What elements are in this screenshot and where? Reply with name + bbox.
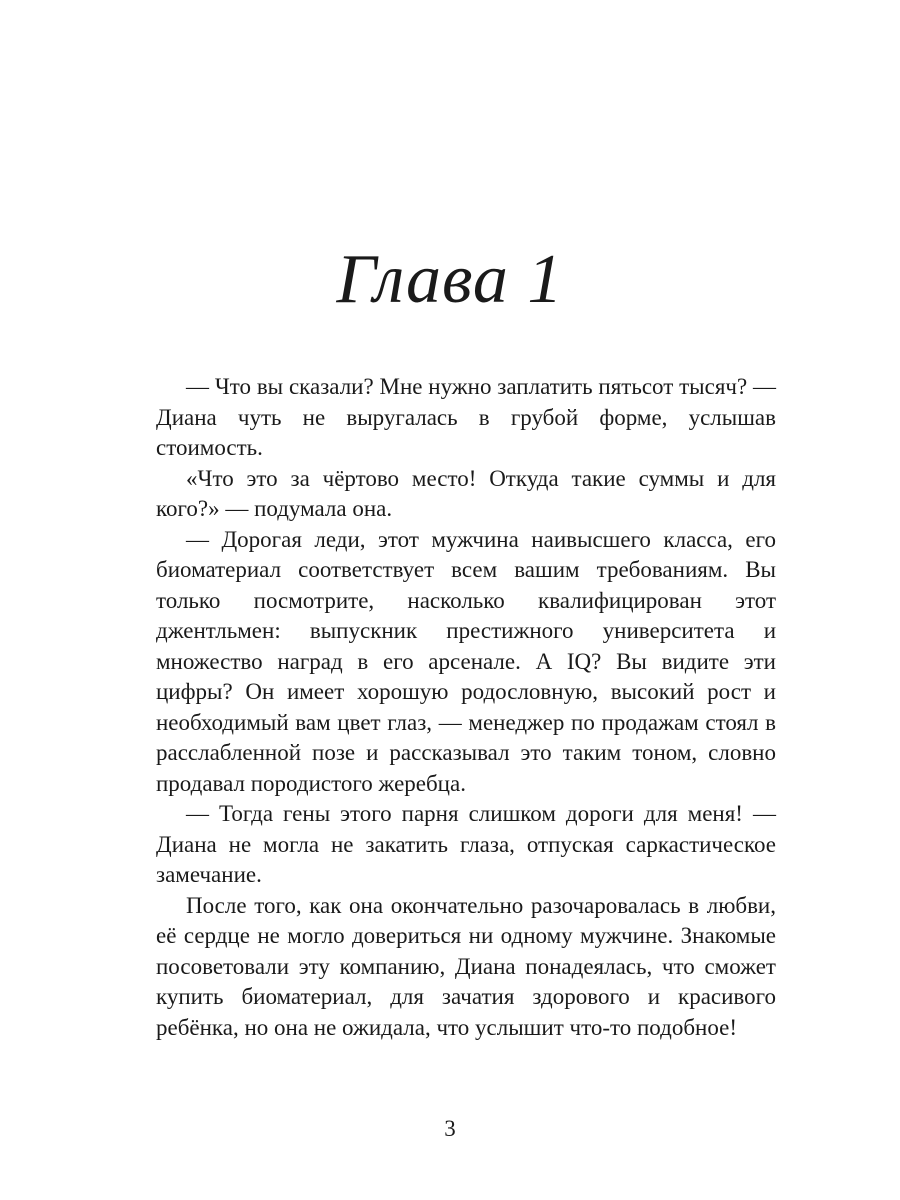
page-number: 3 [444,1116,456,1141]
paragraph: «Что это за чёртово место! Откуда такие суммы и для кого?» — подумала она. [156,465,776,521]
paragraph: — Дорогая леди, этот мужчина наивысшего класса, его биоматериал соответствует всем вашим требованиям. Вы только посмотрите, насколько квалифицирован этот джентльмен: выпускник престижного университета и множество наград в его арсенале. А IQ? Вы видите эти цифры? Он имеет хорошую родословную, высокий рост и необходимый вам цвет глаз, — менеджер по продажам стоял в расслабленной позе и рассказывал это таким тоном, словно продавал породистого жеребца. [156,526,776,796]
chapter-body [156,372,776,1043]
chapter-title: Глава 1 [336,241,564,318]
paragraph: — Что вы сказали? Мне нужно заплатить пятьсот тысяч? — Диана чуть не выругалась в грубой форме, услышав стоимость. [156,374,776,460]
paragraph: — Тогда гены этого парня слишком дороги для меня! — Диана не могла не закатить глаза, отпуская саркастическое замечание. [156,801,776,887]
paragraph: После того, как она окончательно разочаровалась в любви, её сердце не могло довериться ни одному мужчине. Знакомые посоветовали эту компанию, Диана понадеялась, что сможет купить биоматериал, для зачатия здорового и красивого ребёнка, но она не ожидала, что услышит что-то подобное! [156,892,776,1040]
